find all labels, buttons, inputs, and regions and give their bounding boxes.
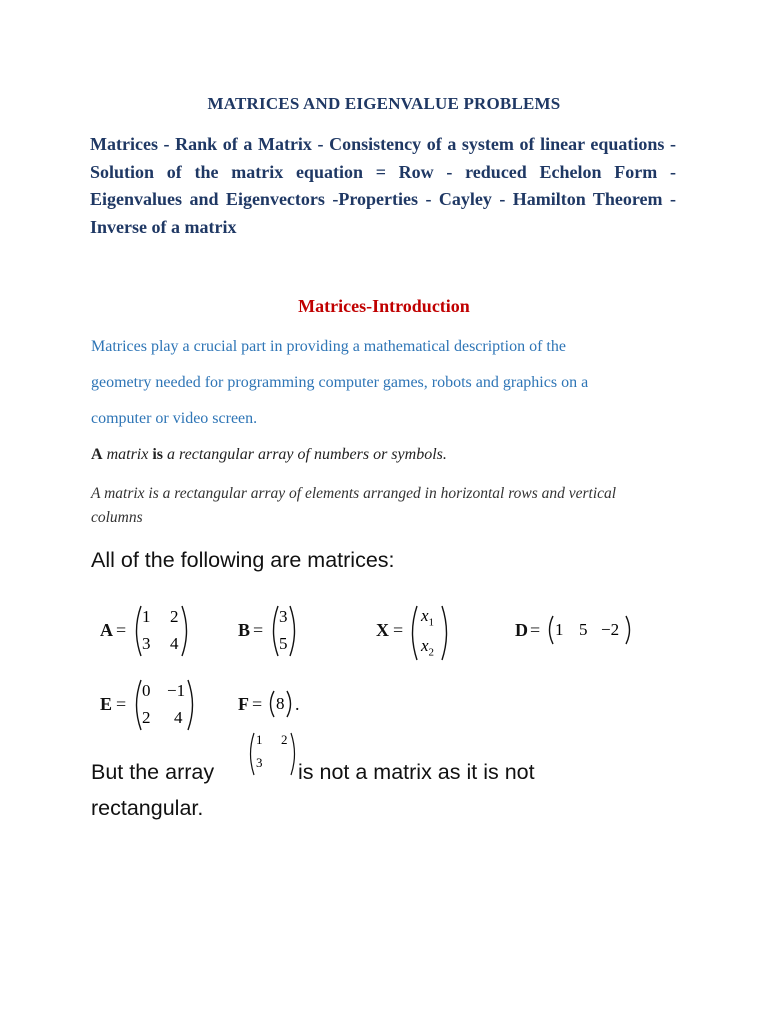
matrix-d-equals: = bbox=[530, 620, 541, 640]
subscript: 1 bbox=[428, 616, 435, 629]
var-x: x bbox=[421, 606, 429, 625]
matrix-cell bbox=[421, 606, 434, 628]
left-paren-icon bbox=[266, 689, 276, 719]
array-cell: 1 bbox=[256, 732, 263, 747]
matrix-cell: 8 bbox=[276, 694, 285, 713]
section-heading: Matrices-Introduction bbox=[298, 296, 470, 316]
right-paren-icon bbox=[180, 604, 192, 658]
matrix-cell: −2 bbox=[601, 620, 620, 639]
not-matrix-line2: rectangular. bbox=[91, 796, 204, 820]
right-paren-icon bbox=[285, 689, 295, 719]
matrix-f-equals: = bbox=[252, 694, 263, 714]
matrix-f-label: F bbox=[238, 694, 249, 714]
matrix-cell: 5 bbox=[579, 620, 588, 639]
def-is: is bbox=[152, 446, 164, 463]
topics-list: Matrices - Rank of a Matrix - Consistency of a system of linear equations - Solution of the matrix equation = Row - reduced Echelon Form - Eigenvalues and Eigenvectors -Properties - Cayley - Hamilton Theorem - Inverse of a matrix bbox=[90, 134, 676, 237]
left-paren-icon bbox=[545, 614, 555, 646]
right-paren-icon bbox=[624, 614, 634, 646]
matrix-a-label: A bbox=[100, 620, 113, 640]
matrix-cell: 3 bbox=[142, 634, 151, 653]
matrix-e-equals: = bbox=[116, 694, 127, 714]
matrix-f-period: . bbox=[295, 694, 300, 714]
matrix-x-equals: = bbox=[393, 620, 404, 640]
not-matrix-prefix: But the array bbox=[91, 760, 215, 784]
matrix-d-label: D bbox=[515, 620, 528, 640]
intro-line-3: computer or video screen. bbox=[91, 410, 258, 427]
array-cell: 2 bbox=[281, 732, 288, 747]
right-paren-icon bbox=[288, 604, 300, 658]
var-x: x bbox=[421, 636, 429, 655]
matrix-cell bbox=[421, 636, 434, 658]
matrix-cell: 2 bbox=[170, 607, 179, 626]
matrix-cell: 5 bbox=[279, 634, 288, 653]
matrix-cell: 1 bbox=[142, 607, 151, 626]
left-paren-icon bbox=[246, 731, 256, 777]
matrix-b-equals: = bbox=[253, 620, 264, 640]
matrix-x-label: X bbox=[376, 620, 389, 640]
right-paren-icon bbox=[186, 678, 198, 732]
following-text: All of the following are matrices: bbox=[91, 548, 395, 572]
def-matrix: matrix bbox=[102, 446, 153, 463]
def-a: A bbox=[91, 446, 103, 463]
matrix-cell: 1 bbox=[555, 620, 564, 639]
subscript: 2 bbox=[428, 646, 435, 659]
intro-line-2: geometry needed for programming computer games, robots and graphics on a bbox=[91, 374, 589, 391]
matrix-cell: 3 bbox=[279, 607, 288, 626]
matrix-cell: −1 bbox=[167, 681, 186, 700]
page-title: MATRICES AND EIGENVALUE PROBLEMS bbox=[207, 94, 561, 113]
array-cell: 3 bbox=[256, 755, 263, 770]
matrix-cell: 0 bbox=[142, 681, 151, 700]
definition-2: A matrix is a rectangular array of elements arranged in horizontal rows and vertical columns bbox=[91, 485, 617, 526]
matrix-cell: 4 bbox=[170, 634, 179, 653]
matrix-e-label: E bbox=[100, 694, 113, 714]
matrix-cell: 4 bbox=[174, 708, 183, 727]
left-paren-icon bbox=[407, 604, 419, 662]
matrix-cell: 2 bbox=[142, 708, 151, 727]
matrix-a-equals: = bbox=[116, 620, 127, 640]
matrix-b-label: B bbox=[238, 620, 251, 640]
intro-line-1: Matrices play a crucial part in providing a mathematical description of the bbox=[91, 338, 566, 355]
definition-1 bbox=[91, 446, 447, 464]
not-matrix-suffix: is not a matrix as it is not bbox=[298, 760, 535, 784]
def-rest: a rectangular array of numbers or symbols. bbox=[163, 446, 447, 463]
right-paren-icon bbox=[440, 604, 452, 662]
